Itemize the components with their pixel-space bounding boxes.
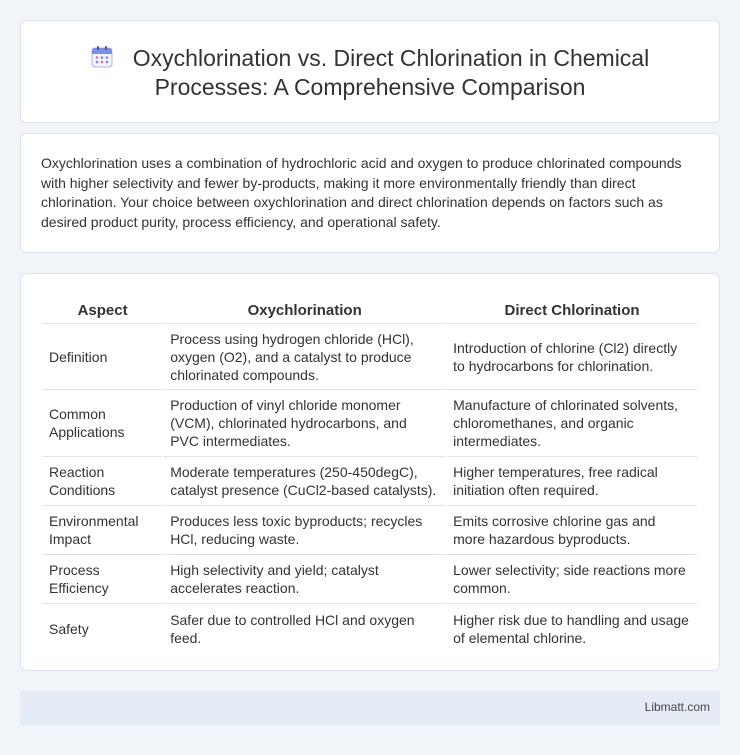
oxychlorination-cell: Produces less toxic byproducts; recycles HCl, reducing waste. — [164, 506, 445, 555]
aspect-cell: Reaction Conditions — [43, 457, 162, 506]
table-row — [43, 604, 697, 653]
oxychlorination-cell: Moderate temperatures (250-450degC), catalyst presence (CuCl2-based catalysts). — [164, 457, 445, 506]
page-title — [21, 44, 719, 102]
table-row — [43, 506, 697, 555]
title-line-1: Oxychlorination vs. Direct Chlorination in Chemical — [132, 45, 650, 71]
direct-chlorination-cell: Emits corrosive chlorine gas and more hazardous byproducts. — [447, 506, 697, 555]
table-header-row — [43, 294, 697, 324]
comparison-card — [20, 273, 720, 671]
title-line-2: Processes: A Comprehensive Comparison — [154, 74, 586, 100]
header-oxychlorination: Oxychlorination — [164, 294, 445, 324]
oxychlorination-cell: Process using hydrogen chloride (HCl), oxygen (O2), and a catalyst to produce chlorinated compounds. — [164, 324, 445, 390]
table-row — [43, 390, 697, 457]
oxychlorination-cell: Safer due to controlled HCl and oxygen feed. — [170, 611, 415, 646]
aspect-cell: Definition — [43, 324, 162, 390]
table-row — [43, 457, 697, 506]
table-row — [43, 555, 697, 604]
intro-paragraph: Oxychlorination uses a combination of hydrochloric acid and oxygen to produce chlorinated compounds with higher selectivity and fewer by-products, making it more environmentally friendly than direct chlorination. Your choice between oxychlorination and direct chlorination depends on factors such as desired product purity, process efficiency, and operational safety. — [41, 155, 682, 230]
header-direct-chlorination: Direct Chlorination — [447, 294, 697, 324]
direct-chlorination-cell: Higher risk due to handling and usage of elemental chlorine. — [453, 611, 689, 646]
direct-chlorination-cell: Manufacture of chlorinated solvents, chloromethanes, and organic intermediates. — [447, 390, 697, 457]
aspect-cell: Common Applications — [43, 390, 162, 457]
oxychlorination-cell: Production of vinyl chloride monomer (VCM), chlorinated hydrocarbons, and PVC intermediates. — [164, 390, 445, 457]
intro-card — [20, 133, 720, 253]
title-card — [20, 20, 720, 123]
direct-chlorination-cell: Introduction of chlorine (Cl2) directly to hydrocarbons for chlorination. — [447, 324, 697, 390]
direct-chlorination-cell: Lower selectivity; side reactions more common. — [447, 555, 697, 604]
calendar-icon — [91, 46, 113, 68]
aspect-cell: Environmental Impact — [43, 506, 162, 555]
direct-chlorination-cell: Higher temperatures, free radical initiation often required. — [447, 457, 697, 506]
footer-brand-link[interactable]: Libmatt.com — [644, 700, 710, 714]
aspect-cell: Process Efficiency — [43, 555, 162, 604]
table-row — [43, 324, 697, 390]
aspect-cell: Safety — [49, 620, 89, 637]
oxychlorination-cell: High selectivity and yield; catalyst accelerates reaction. — [164, 555, 445, 604]
comparison-table — [41, 294, 699, 653]
footer-bar — [20, 691, 720, 725]
header-aspect: Aspect — [43, 294, 162, 324]
